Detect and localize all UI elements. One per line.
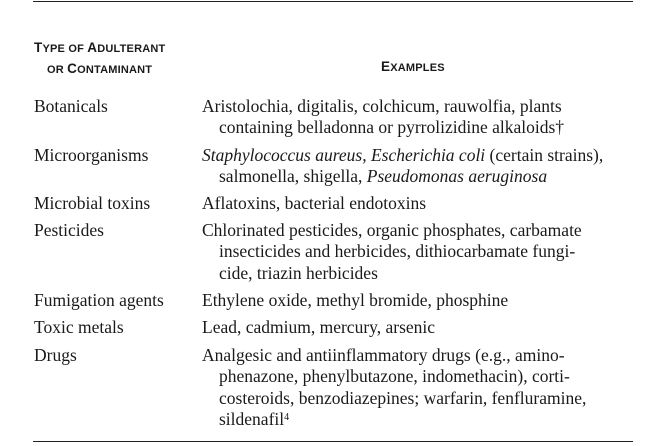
row-type: Microbial toxins [34, 193, 151, 213]
header-char: E [381, 59, 391, 74]
example-line: Ethylene oxide, methyl bromide, phosphine [202, 290, 509, 310]
row-type: Microorganisms [34, 145, 149, 165]
bottom-rule [33, 441, 633, 442]
example-line [202, 166, 634, 187]
example-line [202, 145, 634, 166]
header-type-line2 [34, 59, 165, 80]
top-rule [33, 1, 633, 2]
example-line: phenazone, phenylbutazone, indomethacin), corti- [219, 366, 570, 387]
example-line: costeroids, benzodiazepines; warfarin, fenfluramine, [219, 387, 587, 408]
row-examples [202, 193, 634, 214]
example-text: sildenafil [219, 408, 285, 429]
row-examples [202, 220, 634, 284]
example-line: cide, triazin herbicides [219, 262, 378, 283]
example-line: Aflatoxins, bacterial endotoxins [202, 193, 427, 213]
row-examples [202, 145, 634, 188]
header-char: T [34, 40, 43, 55]
example-line: Lead, cadmium, mercury, arsenic [202, 317, 436, 337]
species-name: Pseudomonas aeruginosa [366, 166, 548, 187]
header-smallcaps: OR [47, 64, 68, 76]
header-char: C [67, 61, 78, 76]
column-header-examples [381, 57, 445, 78]
row-type: Botanicals [34, 96, 108, 116]
example-line: insecticides and herbicides, dithiocarbamate fungi- [219, 241, 576, 262]
column-header-type [34, 38, 165, 80]
example-text: (certain strains), [485, 145, 604, 165]
example-line: Chlorinated pesticides, organic phosphates, carbamate [202, 220, 582, 240]
header-smallcaps: ONTAMINANT [77, 64, 153, 76]
row-examples [202, 345, 634, 430]
example-line: Aristolochia, digitalis, colchicum, rauwolfia, plants [202, 96, 562, 116]
header-char: A [87, 40, 98, 55]
header-smallcaps: DULTERANT [97, 43, 166, 55]
header-smallcaps: YPE OF [42, 43, 88, 55]
row-examples [202, 290, 634, 311]
row-type: Fumigation agents [34, 290, 164, 310]
species-name: Staphylococcus aureus, Escherichia coli [202, 145, 486, 165]
example-line: Analgesic and antiinflammatory drugs (e.g., amino- [202, 345, 565, 365]
example-line [202, 409, 634, 430]
header-smallcaps: XAMPLES [390, 62, 445, 74]
row-type: Drugs [34, 345, 77, 365]
row-type: Toxic metals [34, 317, 124, 337]
example-line: containing belladonna or pyrrolizidine alkaloids† [219, 117, 565, 138]
example-text: salmonella, shigella, [219, 166, 367, 187]
row-type: Pesticides [34, 220, 104, 240]
row-examples [202, 96, 634, 139]
row-examples [202, 317, 634, 338]
footnote-marker: 4 [284, 411, 290, 423]
header-type-line1 [34, 40, 165, 55]
